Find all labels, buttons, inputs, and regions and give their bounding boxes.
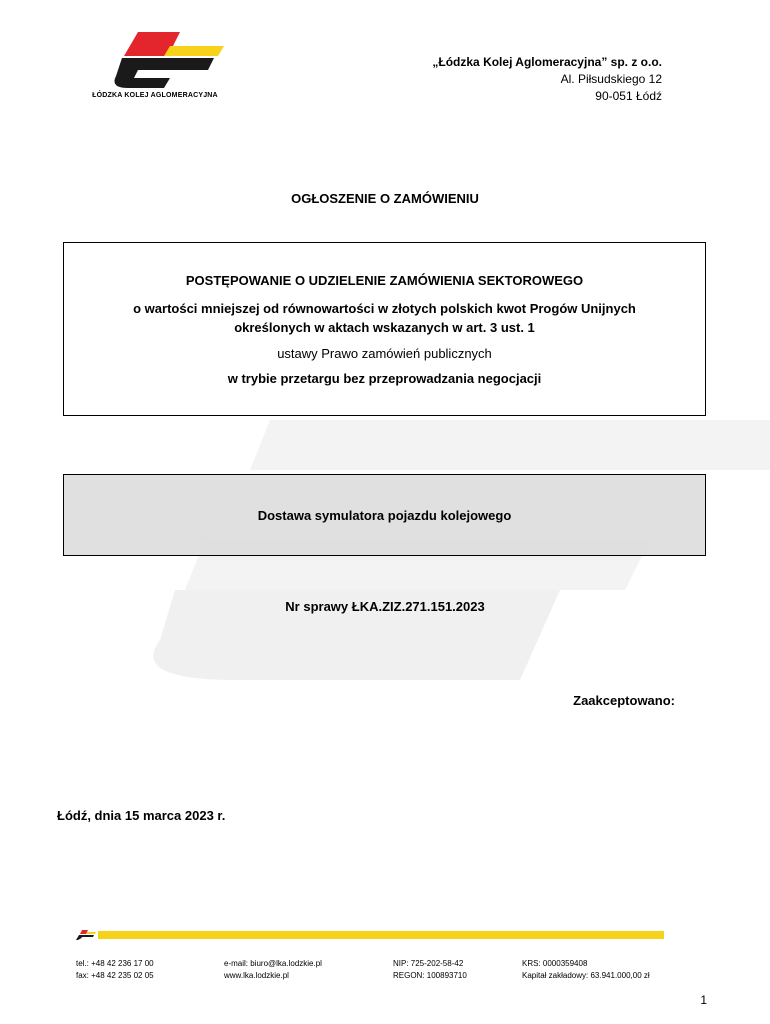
- footer-logo-mark: [76, 930, 96, 940]
- company-name: „Łódzka Kolej Aglomeracyjna” sp. z o.o.: [432, 55, 662, 69]
- footer-tel: tel.: +48 42 236 17 00: [76, 959, 154, 968]
- page-number: 1: [700, 993, 707, 1007]
- company-address: [432, 54, 662, 105]
- footer-bar: [76, 930, 664, 940]
- footer-web-block: [224, 958, 322, 982]
- footer-registry-block: [522, 958, 650, 982]
- footer-phone-block: [76, 958, 154, 982]
- subject-box: [63, 474, 706, 556]
- procedure-box: [63, 242, 706, 416]
- footer-tax-block: [393, 958, 467, 982]
- footer-yellow-line: [98, 931, 664, 939]
- logo-wordmark: ŁÓDZKA KOLEJ AGLOMERACYJNA: [92, 92, 218, 99]
- footer-regon: REGON: 100893710: [393, 971, 467, 980]
- procedure-act: ustawy Prawo zamówień publicznych: [277, 346, 492, 361]
- company-city: 90-051 Łódź: [595, 89, 662, 103]
- procedure-value-line-2: określonych w aktach wskazanych w art. 3 ust. 1: [234, 320, 535, 335]
- accepted-label: Zaakceptowano:: [573, 693, 675, 708]
- procedure-heading: POSTĘPOWANIE O UDZIELENIE ZAMÓWIENIA SEKTOROWEGO: [185, 273, 584, 288]
- subject-title: Dostawa symulatora pojazdu kolejowego: [257, 508, 512, 523]
- footer-fax: fax: +48 42 235 02 05: [76, 971, 154, 980]
- case-number: Nr sprawy ŁKA.ZIZ.271.151.2023: [285, 599, 485, 614]
- footer-krs: KRS: 0000359408: [522, 959, 588, 968]
- place-date: Łódź, dnia 15 marca 2023 r.: [57, 808, 226, 823]
- document-title: OGŁOSZENIE O ZAMÓWIENIU: [291, 191, 479, 206]
- footer-www: www.lka.lodzkie.pl: [224, 971, 289, 980]
- procedure-mode: w trybie przetargu bez przeprowadzania negocjacji: [227, 371, 542, 386]
- procedure-value-line-1: o wartości mniejszej od równowartości w złotych polskich kwot Progów Unijnych: [133, 301, 636, 316]
- footer-email: e-mail: biuro@lka.lodzkie.pl: [224, 959, 322, 968]
- company-street: Al. Piłsudskiego 12: [560, 72, 662, 86]
- footer-nip: NIP: 725-202-58-42: [393, 959, 464, 968]
- procedure-value-threshold: [74, 299, 695, 337]
- footer-capital: Kapitał zakładowy: 63.941.000,00 zł: [522, 971, 650, 980]
